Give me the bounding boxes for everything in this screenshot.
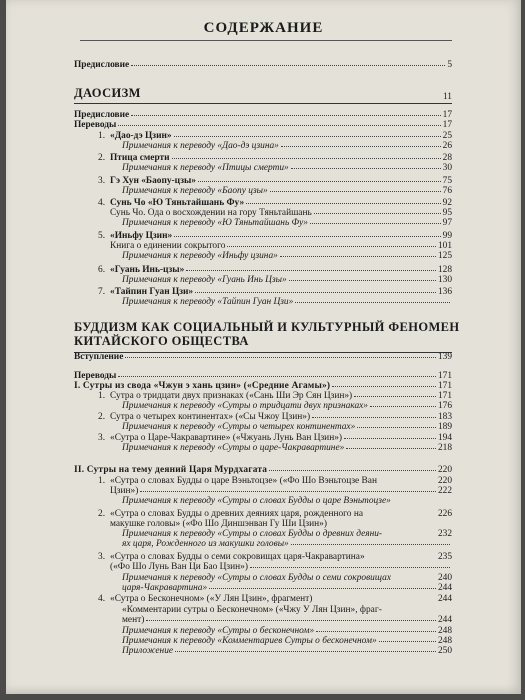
- toc-entry: мент) 244: [122, 615, 452, 625]
- page-title: СОДЕРЖАНИЕ: [203, 20, 324, 36]
- toc-entry: Вступление 139: [74, 352, 452, 362]
- toc-entry: Примечания к переводу «Иньфу цзина» 125: [122, 251, 452, 261]
- toc-entry: Примечания к переводу «Ю Тяньтайшань Фу» 97: [122, 218, 452, 228]
- toc-entry: Приложение 250: [122, 646, 452, 656]
- toc-entry: 11: [442, 92, 452, 102]
- section-heading-buddhism-2: КИТАЙСКОГО ОБЩЕСТВА: [74, 334, 249, 348]
- toc-entry: 6. «Гуань Инь-цзы» 128: [98, 265, 452, 275]
- toc-entry: 2. Птица смерти 28: [98, 153, 452, 163]
- toc-entry: 3. Гэ Хун «Баопу-цзы» 75: [98, 176, 452, 186]
- toc-entry: 3. «Сутра о словах Будды о семи сокровищах царя-Чакравартина» 235: [98, 552, 452, 562]
- toc-entry: 3. «Сутра о Царе-Чакравартине» («Чжуань Лунь Ван Цзин») 194: [98, 433, 452, 443]
- toc-entry: макушке головы» («Фо Шо Диншэнван Гу Ши Цзин»): [110, 519, 327, 529]
- toc-entry: Предисловие 17: [74, 110, 452, 120]
- toc-entry: Примечания к переводу «Гуань Инь Цзы» 130: [122, 275, 452, 285]
- toc-entry: Примечания к переводу «Тайпин Гуан Цзи»: [122, 297, 452, 308]
- toc-entry: Сунь Чо. Ода о восхождении на гору Тяньтайшань 95: [110, 208, 452, 218]
- table-of-contents: [6, 0, 521, 694]
- section-heading-taoism: ДАОСИЗМ: [74, 86, 141, 100]
- toc-entry: «Комментарии сутры о Бесконечном» («Чжу У Лян Цзин», фраг-: [122, 605, 382, 615]
- toc-entry: Примечания к переводу «Дао-дэ цзина» 26: [122, 141, 452, 151]
- toc-entry: 1. «Сутра о словах Будды о царе Вэньтоцзе» («Фо Шо Вэньтоцзе Ван 220: [98, 476, 452, 486]
- toc-entry: 4. «Сутра о Бесконечном» («У Лян Цзин», фрагмент) 244: [98, 594, 452, 604]
- toc-entry: 4. Сунь Чо «Ю Тяньтайшань Фу» 92: [98, 198, 452, 208]
- toc-entry: Примечания к переводу «Птицы смерти» 30: [122, 163, 452, 173]
- toc-entry: 1. «Дао-дэ Цзин» 25: [98, 131, 452, 141]
- toc-entry: царя-Чакравартина» 244: [122, 583, 452, 593]
- title-rule: [80, 40, 452, 41]
- toc-entry: Переводы 17: [74, 120, 452, 130]
- toc-entry: Примечания к переводу «Сутры о словах Будды о древних деяни- 232: [122, 529, 452, 539]
- toc-entry: 2. Сутра о четырех континентах» («Сы Чжоу Цзин») 183: [98, 412, 452, 422]
- toc-entry: Примечания к переводу «Сутры о бесконечном» 248: [122, 626, 452, 636]
- toc-entry: Книга о единении сокрытого 101: [110, 241, 452, 251]
- toc-entry: Примечания к переводу «Сутры о словах Будды о царе Вэньтоцзе»: [122, 496, 391, 506]
- toc-entry: 7. «Тайпин Гуан Цзи» 136: [98, 287, 452, 297]
- toc-entry: («Фо Шо Лунь Ван Ци Бао Цзин»): [110, 562, 452, 573]
- toc-entry-preface: Предисловие 5: [74, 60, 452, 70]
- section-heading-buddhism-1: БУДДИЗМ КАК СОЦИАЛЬНЫЙ И КУЛЬТУРНЫЙ ФЕНОМЕН: [74, 320, 460, 334]
- toc-entry: 5. «Иньфу Цзин» 99: [98, 231, 452, 241]
- toc-entry: Переводы 171: [74, 371, 452, 381]
- toc-entry: ях царя, Рожденного из макушки головы»: [122, 539, 452, 550]
- toc-entry: Примечания к переводу «Сутры о царе-Чакравартине» 218: [122, 443, 452, 453]
- toc-entry: II. Сутры на тему деяний Царя Мурдхагата 220: [74, 465, 452, 475]
- toc-entry: Примечания к переводу «Сутры о четырех континентах» 189: [122, 422, 452, 432]
- toc-entry: Примечания к переводу «Комментариев Сутры о бесконечном» 248: [122, 636, 452, 646]
- toc-entry: 1. Сутра о тридцати двух признаках («Сань Ши Эр Сян Цзин») 171: [98, 391, 452, 401]
- toc-entry: I. Сутры из свода «Чжун э хань цзин» («Средние Агамы») 171: [74, 381, 452, 391]
- toc-entry: 2. «Сутра о словах Будды о древних деяниях царя, рожденного на 226: [98, 509, 452, 519]
- toc-entry: Примечания к переводу «Баопу цзы» 76: [122, 186, 452, 196]
- toc-entry: Примечания к переводу «Сутры о словах Будды о семи сокровищах 240: [122, 573, 452, 583]
- book-page: [6, 0, 521, 694]
- toc-entry: Примечания к переводу «Сутры о тридцати двух признаках» 176: [122, 401, 452, 411]
- toc-entry: Цзин») 222: [110, 486, 452, 496]
- section-rule: [74, 103, 452, 104]
